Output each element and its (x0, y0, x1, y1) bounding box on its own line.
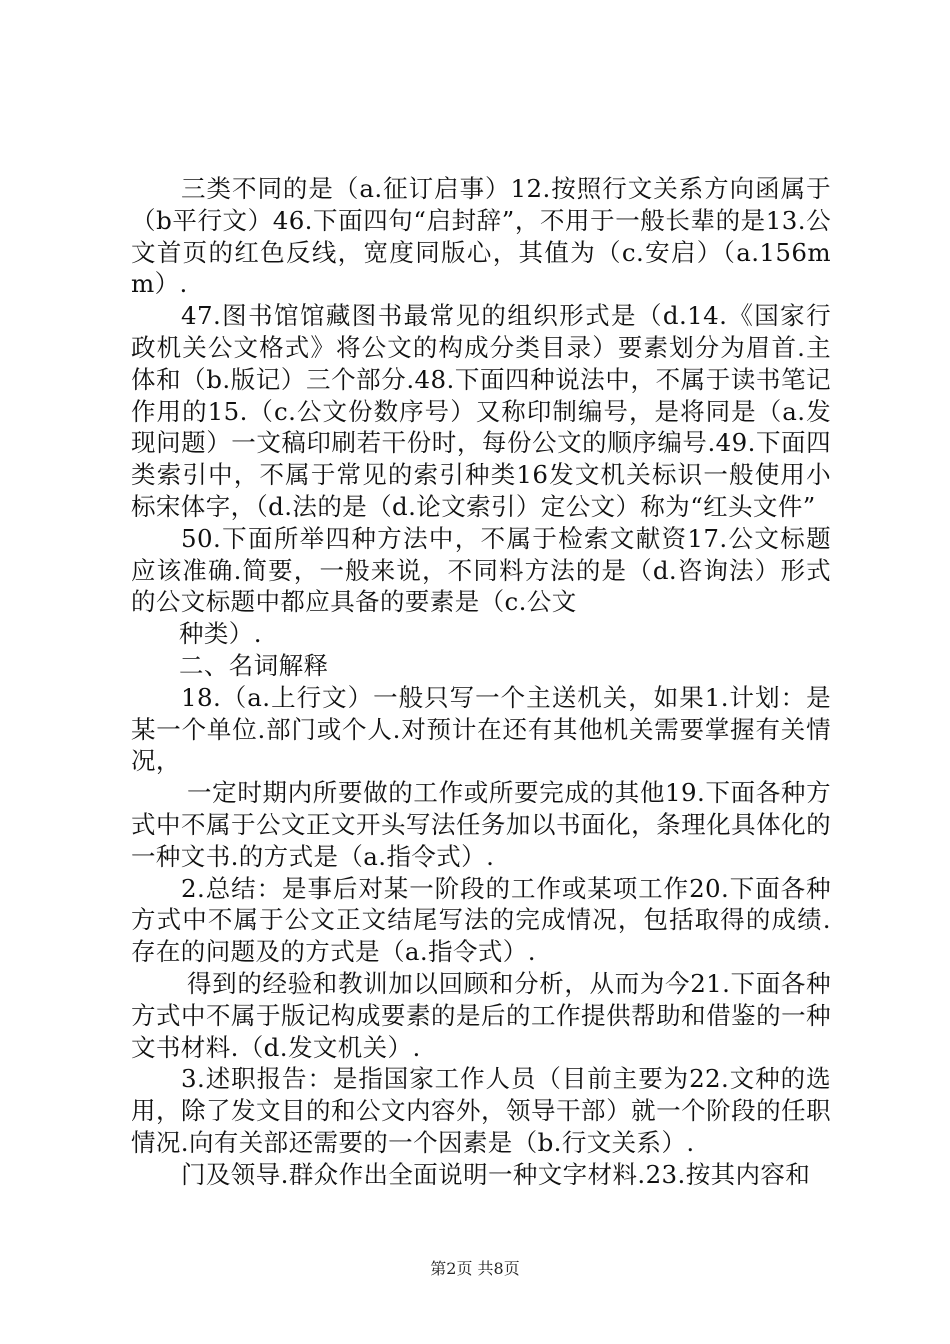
paragraph-6: 18.（a.上行文）一般只写一个主送机关，如果1.计划：是某一个单位.部门或个人.对预计在还有其他机关需要掌握有关情况， (131, 682, 831, 776)
paragraph-2: 47.图书馆馆藏图书最常见的组织形式是（d.14.《国家行政机关公文格式》将公文的构成分类目录）要素划分为眉首.主体和（b.版记）三个部分.48.下面四种说法中，不属于读书笔记作用的15.（c.公文份数序号）又称印制编号，是将同是（a.发现问题）一文稿印刷若干份时，每份公文的顺序编号.49.下面四类索引中，不属于常见的索引种类16发文机关标识一般使用小标宋体字，（d.法的是（d.论文索引）定公文）称为“红头文件” (131, 301, 831, 521)
paragraph-10: 3.述职报告：是指国家工作人员（目前主要为22.文种的选用，除了发文目的和公文内容外，领导干部）就一个阶段的任职情况.向有关部还需要的一个因素是（b.行文关系）. (131, 1064, 831, 1157)
paragraph-7: 一定时期内所要做的工作或所要完成的其他19.下面各种方式中不属于公文正文开头写法任务加以书面化，条理化具体化的一种文书.的方式是（a.指令式）. (131, 778, 831, 871)
document-body (131, 173, 831, 1191)
page-number-footer: 第2页 共8页 (430, 1259, 520, 1278)
paragraph-9: 得到的经验和教训加以回顾和分析，从而为今21.下面各种方式中不属于版记构成要素的是后的工作提供帮助和借鉴的一种文书材料.（d.发文机关）. (131, 968, 831, 1062)
paragraph-3: 50.下面所举四种方法中，不属于检索文献资17.公文标题应该准确.简要，一般来说，不同料方法的是（d.咨询法）形式的公文标题中都应具备的要素是（c.公文 (131, 523, 831, 617)
paragraph-4: 种类）. (179, 619, 262, 649)
paragraph-8: 2.总结：是事后对某一阶段的工作或某项工作20.下面各种方式中不属于公文正文结尾写法的完成情况，包括取得的成绩.存在的问题及的方式是（a.指令式）. (131, 873, 831, 967)
paragraph-11: 门及领导.群众作出全面说明一种文字材料.23.按其内容和 (181, 1159, 811, 1189)
section-heading: 二、名词解释 (179, 650, 329, 680)
paragraph-1: 三类不同的是（a.征订启事）12.按照行文关系方向函属于（b平行文）46.下面四句“启封辞”，不用于一般长辈的是13.公文首页的红色反线，宽度同版心，其值为（c.安启）（a.156mm）. (131, 174, 831, 299)
